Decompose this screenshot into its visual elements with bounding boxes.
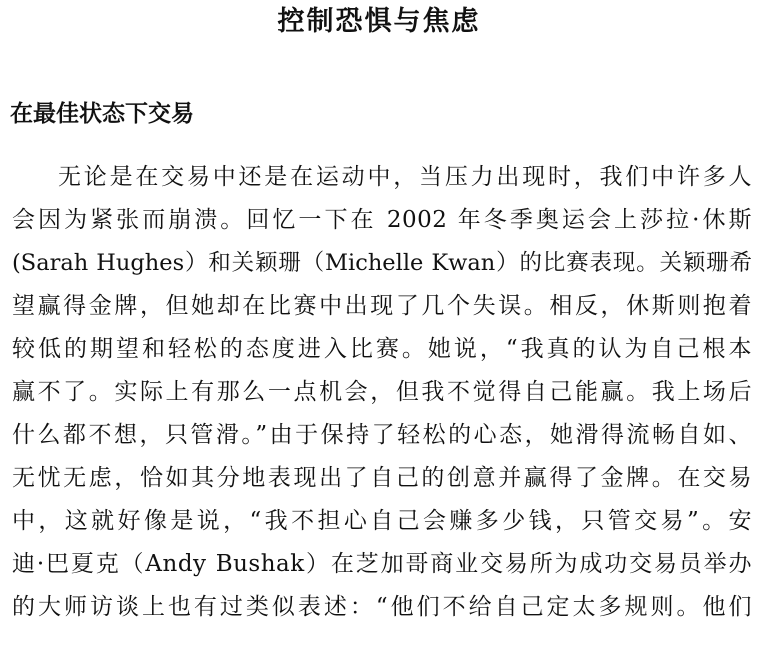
- text-line-6: 赢不了。实际上有那么一点机会，但我不觉得自己能赢。我上场后: [12, 379, 752, 405]
- text-line-7: 什么都不想，只管滑。”由于保持了轻松的心态，她滑得流畅自如、: [12, 422, 752, 448]
- chapter-title: 控制恐惧与焦虑: [277, 6, 481, 37]
- body-paragraph: [12, 156, 752, 629]
- text-line-9: 中，这就好像是说，“我不担心自己会赚多少钱，只管交易”。安: [12, 508, 752, 534]
- text-line-2: 会因为紧张而崩溃。回忆一下在 2002 年冬季奥运会上莎拉·休斯: [12, 207, 752, 233]
- text-line-3: (Sarah Hughes）和关颖珊（Michelle Kwan）的比赛表现。关颖珊希: [12, 250, 752, 276]
- section-heading: 在最佳状态下交易: [10, 101, 194, 127]
- text-line-4: 望赢得金牌，但她却在比赛中出现了几个失误。相反，休斯则抱着: [12, 293, 752, 319]
- text-line-5: 较低的期望和轻松的态度进入比赛。她说，“我真的认为自己根本: [12, 336, 752, 362]
- text-line-11: 的大师访谈上也有过类似表述：“他们不给自己定太多规则。他们: [12, 594, 752, 620]
- text-line-8: 无忧无虑，恰如其分地表现出了自己的创意并赢得了金牌。在交易: [12, 465, 752, 491]
- text-line-1: 无论是在交易中还是在运动中，当压力出现时，我们中许多人: [58, 164, 752, 190]
- text-line-10: 迪·巴夏克（Andy Bushak）在芝加哥商业交易所为成功交易员举办: [12, 551, 752, 577]
